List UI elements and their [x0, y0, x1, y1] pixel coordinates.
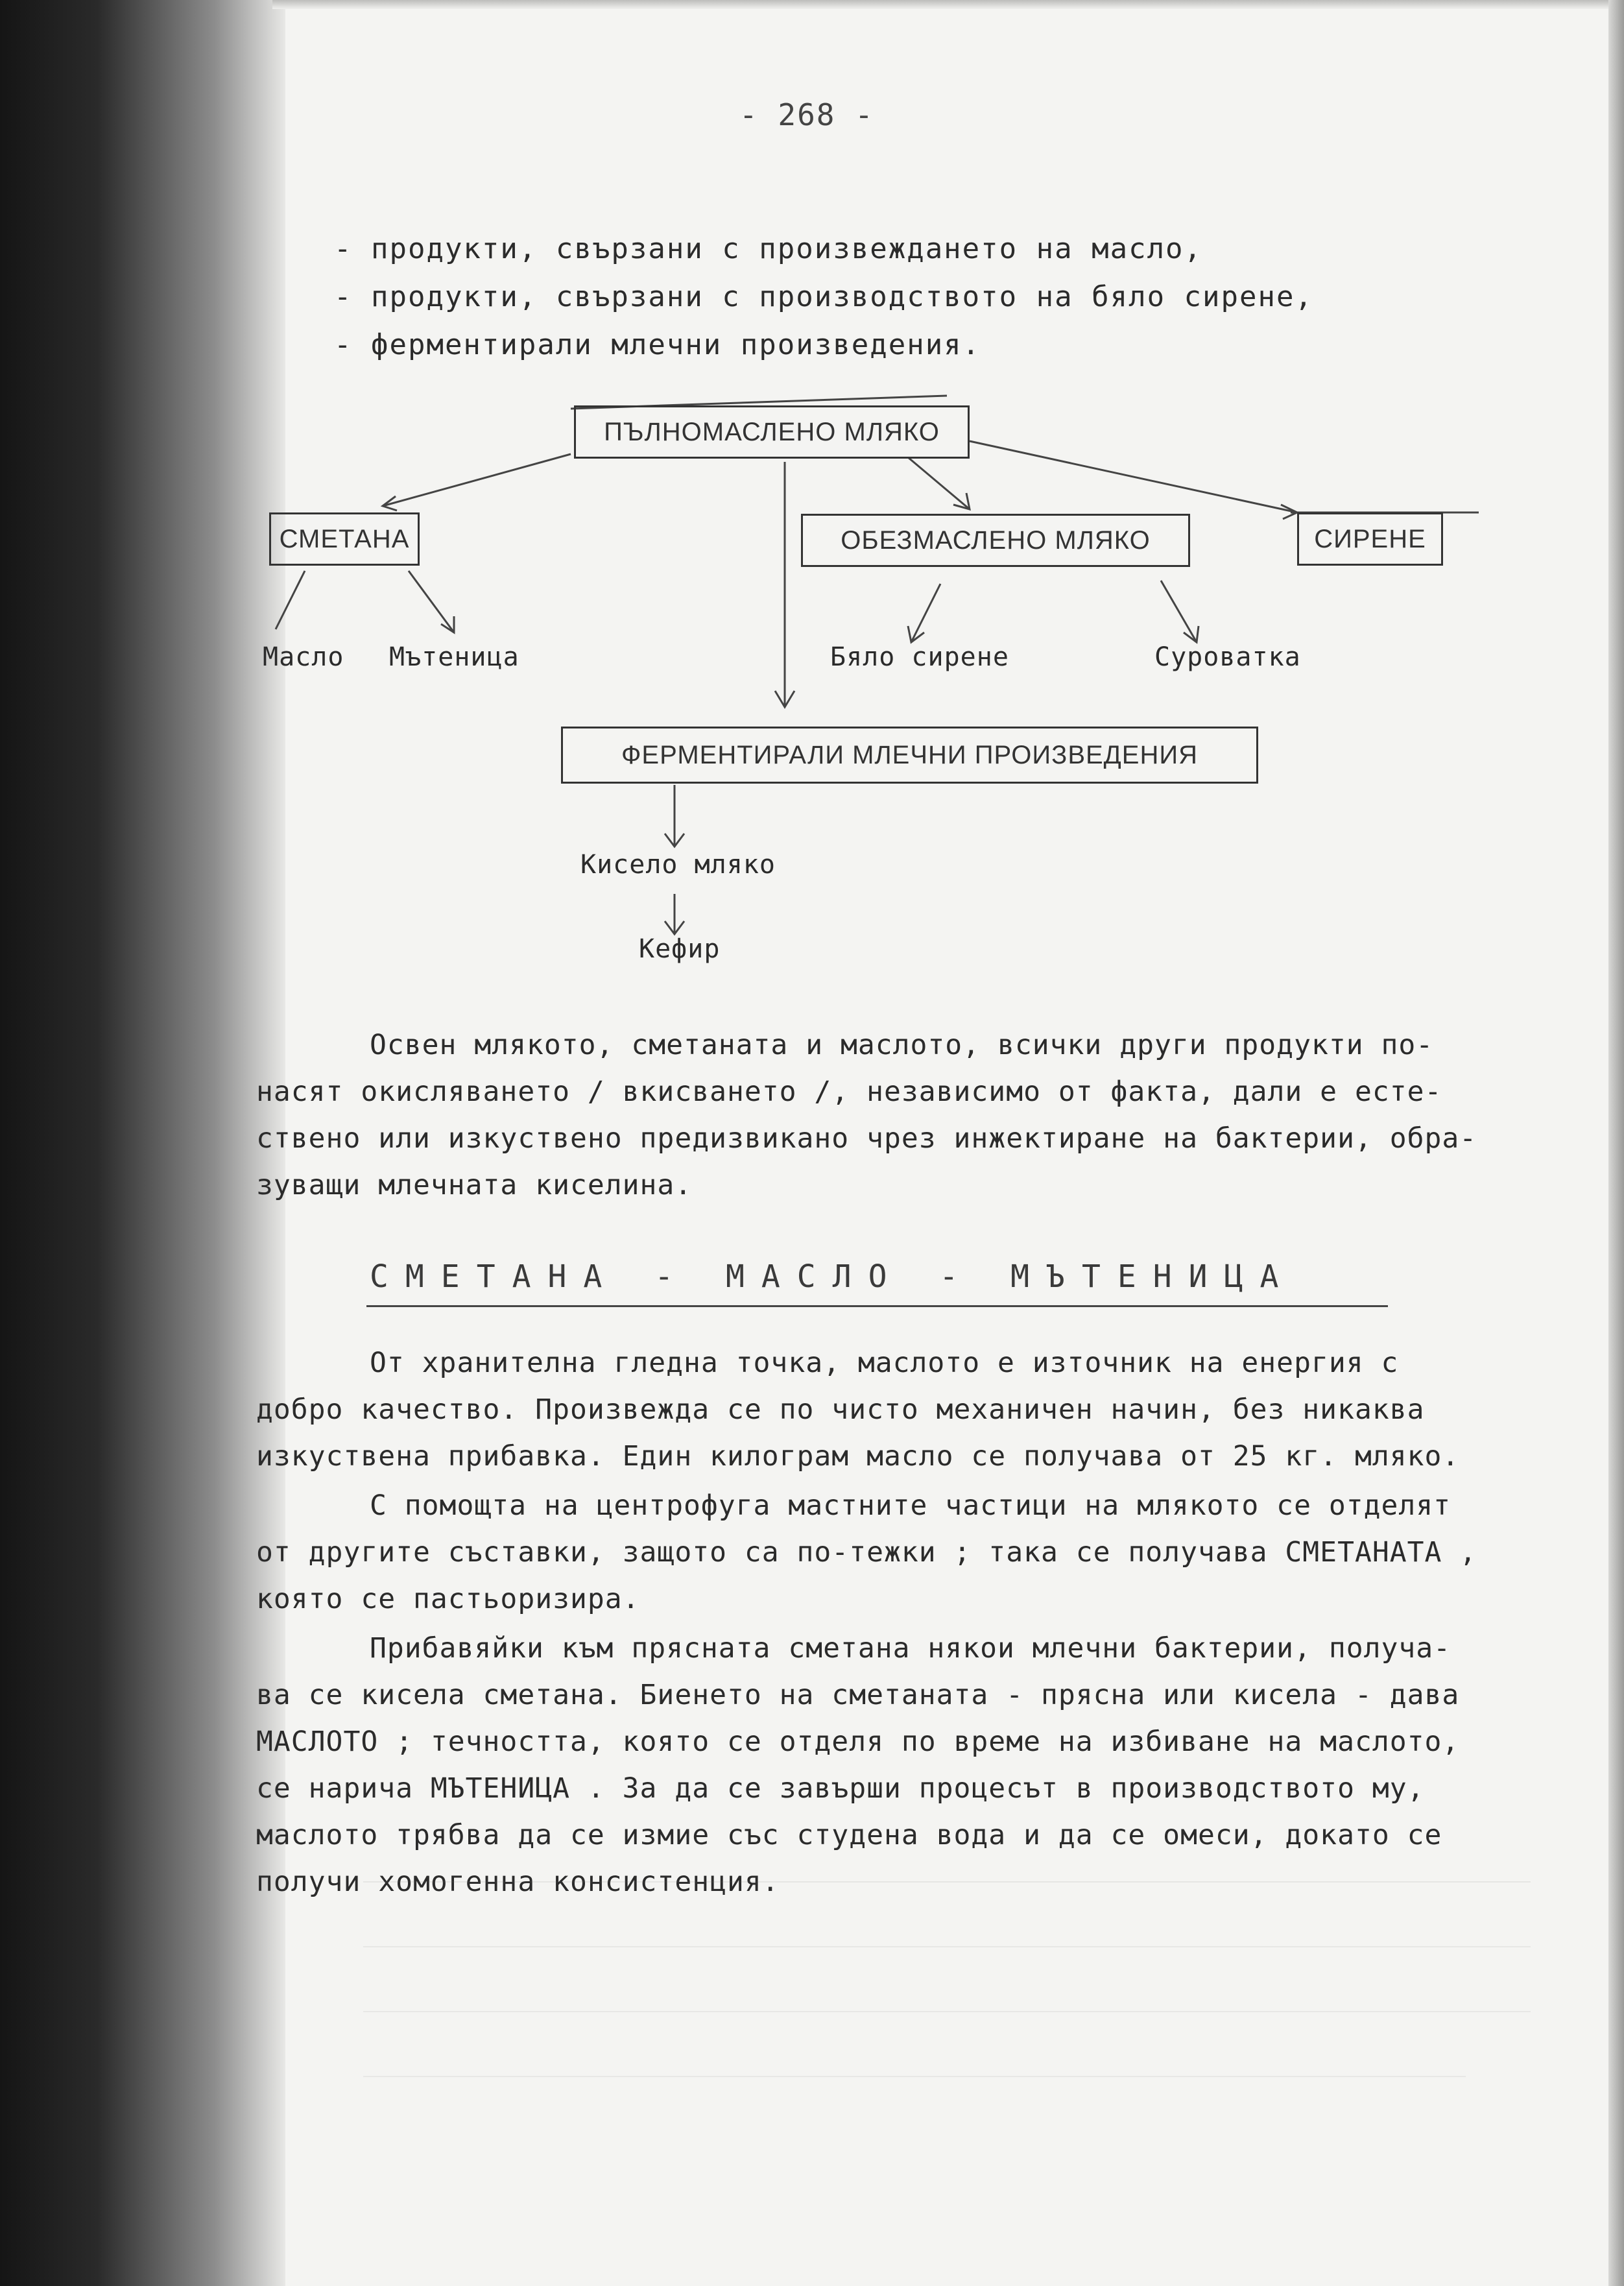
paragraph-line: получи хомогенна консистенция. — [256, 1866, 780, 1898]
diagram-node-cheese: СИРЕНЕ — [1297, 512, 1443, 566]
paragraph-line: изкуствена прибавка. Един килограм масло се получава от 25 кг. мляко. — [256, 1440, 1460, 1473]
paragraph-line: ва се кисела сметана. Биенето на сметаната - прясна или кисела - дава — [256, 1679, 1460, 1711]
paragraph-butter-nutrition — [256, 1340, 1560, 1480]
diagram-node-cream: СМЕТАНА — [269, 512, 420, 566]
paragraph-line: МАСЛОТО ; течността, която се отделя по време на избиване на маслото, — [256, 1726, 1460, 1758]
bleed-through-mark — [363, 1881, 1531, 1884]
diagram-label-yogurt: Кисело мляко — [580, 850, 776, 880]
paragraph-churning — [256, 1625, 1560, 1905]
diagram-label-whey: Суроватка — [1154, 642, 1301, 672]
list-item: - продукти, свързани с произвеждането на масло, — [334, 232, 1203, 265]
paragraph-line: зуващи млечната киселина. — [256, 1169, 693, 1201]
paragraph-line: която се пастьоризира. — [256, 1583, 640, 1615]
diagram-node-whole-milk: ПЪЛНОМАСЛЕНО МЛЯКО — [574, 405, 970, 459]
paragraph-centrifuge — [256, 1482, 1560, 1622]
diagram-arrows — [0, 0, 1624, 973]
paragraph-line: ствено или изкуствено предизвикано чрез инжектиране на бактерии, обра- — [256, 1122, 1477, 1155]
paragraph-line: маслото трябва да се измие със студена вода и да се омеси, докато се — [256, 1819, 1442, 1851]
diagram-node-skim-milk: ОБЕЗМАСЛЕНО МЛЯКО — [801, 514, 1190, 567]
page-number: - 268 - — [739, 97, 874, 132]
paragraph-line: от другите съставки, защото са по-тежки ; така се получава СМЕТАНАТА , — [256, 1536, 1477, 1569]
paragraph-line: От хранителна гледна точка, маслото е източник на енергия с — [370, 1347, 1399, 1379]
diagram-node-fermented: ФЕРМЕНТИРАЛИ МЛЕЧНИ ПРОИЗВЕДЕНИЯ — [561, 727, 1258, 784]
heading-underline — [366, 1305, 1388, 1307]
diagram-label-butter: Масло — [263, 642, 344, 672]
paragraph-line: насят окисляването / вкисването /, независимо от факта, дали е есте- — [256, 1076, 1442, 1108]
bleed-through-mark — [363, 1946, 1531, 1949]
paragraph-line: Освен млякото, сметаната и маслото, всички други продукти по- — [370, 1029, 1434, 1061]
paragraph-line: С помощта на центрофуга мастните частици на млякото се отделят — [370, 1489, 1451, 1522]
paragraph-line: Прибавяйки към прясната сметана някои млечни бактерии, получа- — [370, 1632, 1451, 1665]
list-item: - продукти, свързани с производството на бяло сирене, — [334, 280, 1313, 313]
bleed-through-mark — [363, 2076, 1466, 2078]
paragraph-line: добро качество. Произвежда се по чисто механичен начин, без никаква — [256, 1393, 1425, 1426]
list-item: - ферментирали млечни произведения. — [334, 328, 981, 361]
diagram-label-kefir: Кефир — [639, 934, 721, 964]
diagram-label-buttermilk: Мътеница — [389, 642, 519, 672]
paragraph-line: се нарича МЪТЕНИЦА . За да се завърши процесът в производството му, — [256, 1772, 1425, 1805]
paragraph-fermentation — [256, 1022, 1560, 1209]
bleed-through-mark — [363, 2011, 1531, 2014]
section-heading: СМЕТАНА - МАСЛО - МЪТЕНИЦА — [370, 1258, 1296, 1295]
diagram-label-white-cheese: Бяло сирене — [830, 642, 1009, 672]
